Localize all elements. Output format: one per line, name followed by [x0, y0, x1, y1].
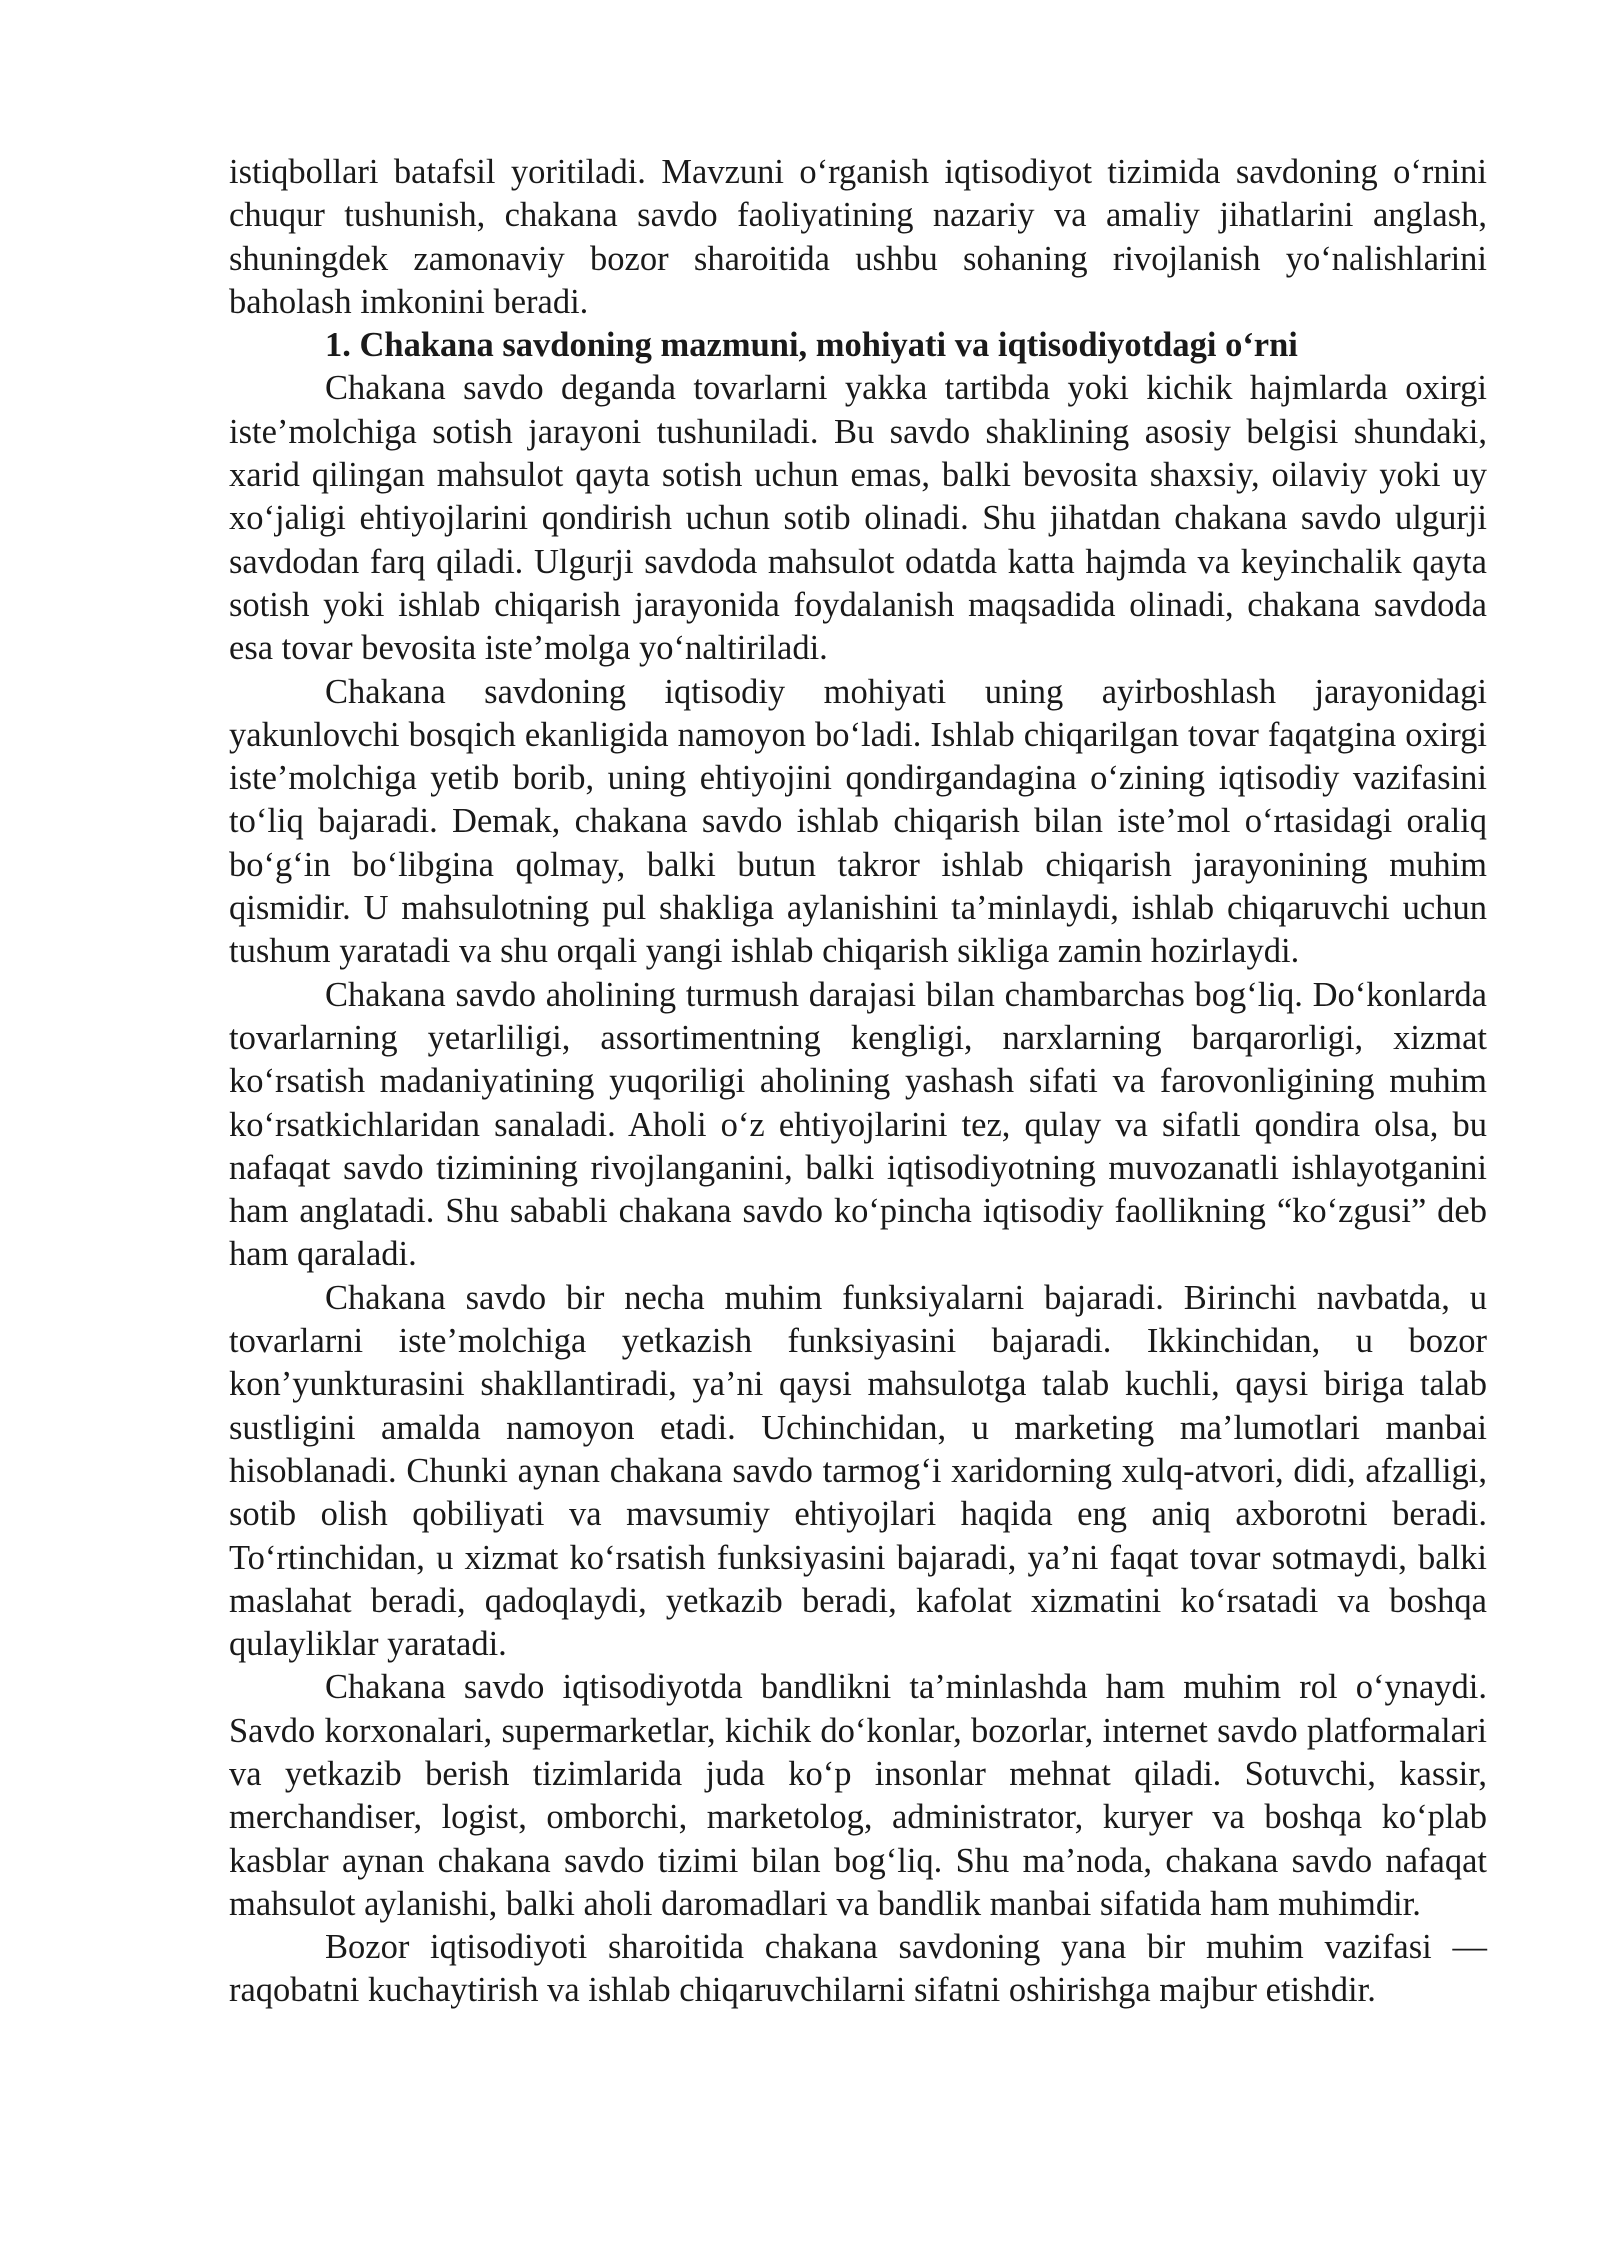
paragraph-continuation: istiqbollari batafsil yoritiladi. Mavzuni o‘rganish iqtisodiyot tizimida savdoning o‘rnini chuqur tushunish, chakana savdo faoliyatining nazariy va amaliy jihatlarini anglash, shuningdek zamonaviy bozor sharoitida ushbu sohaning rivojlanish yo‘nalishlarini baholash imkonini beradi. [229, 153, 1487, 321]
document-page [229, 151, 1487, 2013]
paragraph-employment: Chakana savdo iqtisodiyotda bandlikni ta’minlashda ham muhim rol o‘ynaydi. Savdo korxonalari, supermarketlar, kichik do‘konlar, bozorlar, internet savdo platformalari va yetkazib berish tizimlarida juda ko‘p insonlar mehnat qiladi. Sotuvchi, kassir, merchandiser, logist, omborchi, marketolog, administrator, kuryer va boshqa ko‘plab kasblar aynan chakana savdo tizimi bilan bog‘liq. Shu ma’noda, chakana savdo nafaqat mahsulot aylanishi, balki aholi daromadlari va bandlik manbai sifatida ham muhimdir. [229, 1668, 1487, 1923]
section-heading: 1. Chakana savdoning mazmuni, mohiyati va iqtisodiyotdagi o‘rni [325, 326, 1298, 365]
paragraph-functions: Chakana savdo bir necha muhim funksiyalarni bajaradi. Birinchi navbatda, u tovarlarni iste’molchiga yetkazish funksiyasini bajaradi. Ikkinchidan, u bozor kon’yunkturasini shakllantiradi, ya’ni qaysi mahsulotga talab kuchli, qaysi biriga talab sustligini amalda namoyon etadi. Uchinchidan, u marketing ma’lumotlari manbai hisoblanadi. Chunki aynan chakana savdo tarmog‘i xaridorning xulq-atvori, didi, afzalligi, sotib olish qobiliyati va mavsumiy ehtiyojlari haqida eng aniq axborotni beradi. To‘rtinchidan, u xizmat ko‘rsatish funksiyasini bajaradi, ya’ni faqat tovar sotmaydi, balki maslahat beradi, qadoqlaydi, yetkazib beradi, kafolat xizmatini ko‘rsatadi va boshqa qulayliklar yaratadi. [229, 1278, 1487, 1664]
paragraph-definition: Chakana savdo deganda tovarlarni yakka tartibda yoki kichik hajmlarda oxirgi iste’molchiga sotish jarayoni tushuniladi. Bu savdo shaklining asosiy belgisi shundaki, xarid qilingan mahsulot qayta sotish uchun emas, balki bevosita shaxsiy, oilaviy yoki uy xo‘jaligi ehtiyojlarini qondirish uchun sotib olinadi. Shu jihatdan chakana savdo ulgurji savdodan farq qiladi. Ulgurji savdoda mahsulot odatda katta hajmda va keyinchalik qayta sotish yoki ishlab chiqarish jarayonida foydalanish maqsadida olinadi, chakana savdoda esa tovar bevosita iste’molga yo‘naltiriladi. [229, 369, 1487, 668]
paragraph-essence: Chakana savdoning iqtisodiy mohiyati uning ayirboshlash jarayonidagi yakunlovchi bosqich ekanligida namoyon bo‘ladi. Ishlab chiqarilgan tovar faqatgina oxirgi iste’molchiga yetib borib, uning ehtiyojini qondirgandagina o‘zining iqtisodiy vazifasini to‘liq bajaradi. Demak, chakana savdo ishlab chiqarish bilan iste’mol o‘rtasidagi oraliq bo‘g‘in bo‘libgina qolmay, balki butun takror ishlab chiqarish jarayonining muhim qismidir. U mahsulotning pul shakliga aylanishini ta’minlaydi, ishlab chiqaruvchi uchun tushum yaratadi va shu orqali yangi ishlab chiqarish sikliga zamin hozirlaydi. [229, 672, 1487, 971]
paragraph-competition: Bozor iqtisodiyoti sharoitida chakana savdoning yana bir muhim vazifasi — raqobatni kuchaytirish va ishlab chiqaruvchilarni sifatni oshirishga majbur etishdir. [229, 1928, 1487, 2010]
paragraph-living-standard: Chakana savdo aholining turmush darajasi bilan chambarchas bog‘liq. Do‘konlarda tovarlarning yetarliligi, assortimentning kengligi, narxlarning barqarorligi, xizmat ko‘rsatish madaniyatining yuqoriligi aholining yashash sifati va farovonligining muhim ko‘rsatkichlaridan sanaladi. Aholi o‘z ehtiyojlarini tez, qulay va sifatli qondira olsa, bu nafaqat savdo tizimining rivojlanganini, balki iqtisodiyotning muvozanatli ishlayotganini ham anglatadi. Shu sababli chakana savdo ko‘pincha iqtisodiy faollikning “ko‘zgusi” deb ham qaraladi. [229, 975, 1487, 1274]
